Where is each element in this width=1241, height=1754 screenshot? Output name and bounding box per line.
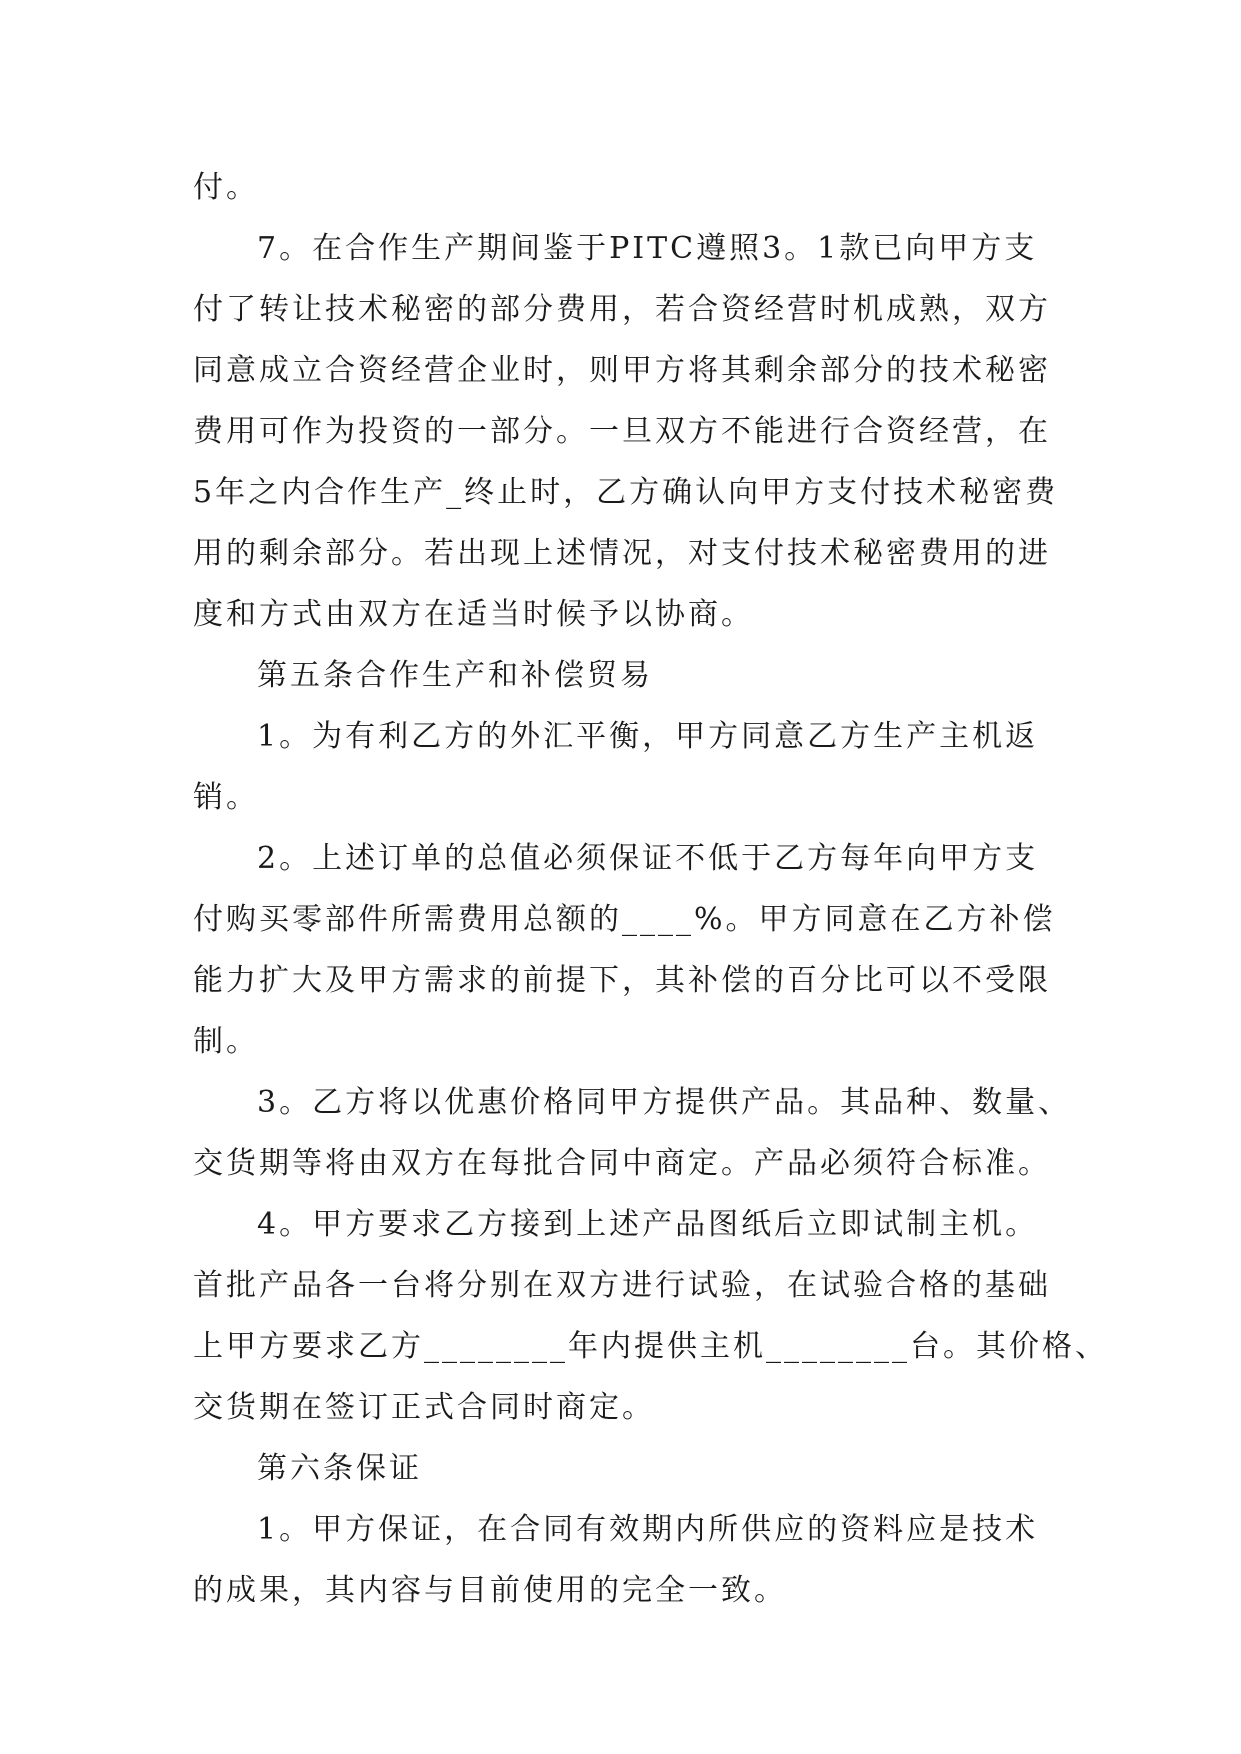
text-line: 4。甲方要求乙方接到上述产品图纸后立即试制主机。: [257, 1207, 1039, 1242]
text-line: 7。在合作生产期间鉴于PITC遵照3。1款已向甲方支: [257, 231, 1038, 266]
text-line: 交货期在签订正式合同时商定。: [193, 1390, 655, 1425]
text-line: 上甲方要求乙方________年内提供主机________台。其价格、: [193, 1329, 1108, 1364]
text-line: 交货期等将由双方在每批合同中商定。产品必须符合标准。: [193, 1146, 1051, 1181]
text-line: 付。: [193, 170, 259, 205]
section-heading: 第五条合作生产和补偿贸易: [257, 658, 653, 693]
text-line: 付购买零部件所需费用总额的____%。甲方同意在乙方补偿: [193, 902, 1056, 937]
text-line: 度和方式由双方在适当时候予以协商。: [193, 597, 754, 632]
text-line: 1。甲方保证，在合同有效期内所供应的资料应是技术: [257, 1512, 1039, 1547]
document-body: [193, 157, 1108, 1621]
text-line: 费用可作为投资的一部分。一旦双方不能进行合资经营，在: [193, 414, 1051, 449]
text-line: 5年之内合作生产_终止时，乙方确认向甲方支付技术秘密费: [193, 475, 1059, 510]
text-line: 用的剩余部分。若出现上述情况，对支付技术秘密费用的进: [193, 536, 1051, 571]
text-line: 制。: [193, 1024, 259, 1059]
text-line: 能力扩大及甲方需求的前提下，其补偿的百分比可以不受限: [193, 963, 1051, 998]
text-line: 付了转让技术秘密的部分费用，若合资经营时机成熟，双方: [193, 292, 1051, 327]
text-line: 首批产品各一台将分别在双方进行试验，在试验合格的基础: [193, 1268, 1051, 1303]
text-line: 3。乙方将以优惠价格同甲方提供产品。其品种、数量、: [257, 1085, 1072, 1120]
text-line: 1。为有利乙方的外汇平衡，甲方同意乙方生产主机返: [257, 719, 1039, 754]
text-line: 的成果，其内容与目前使用的完全一致。: [193, 1573, 787, 1608]
text-line: 同意成立合资经营企业时，则甲方将其剩余部分的技术秘密: [193, 353, 1051, 388]
section-heading: 第六条保证: [257, 1451, 422, 1486]
text-line: 销。: [193, 780, 259, 815]
text-line: 2。上述订单的总值必须保证不低于乙方每年向甲方支: [257, 841, 1039, 876]
